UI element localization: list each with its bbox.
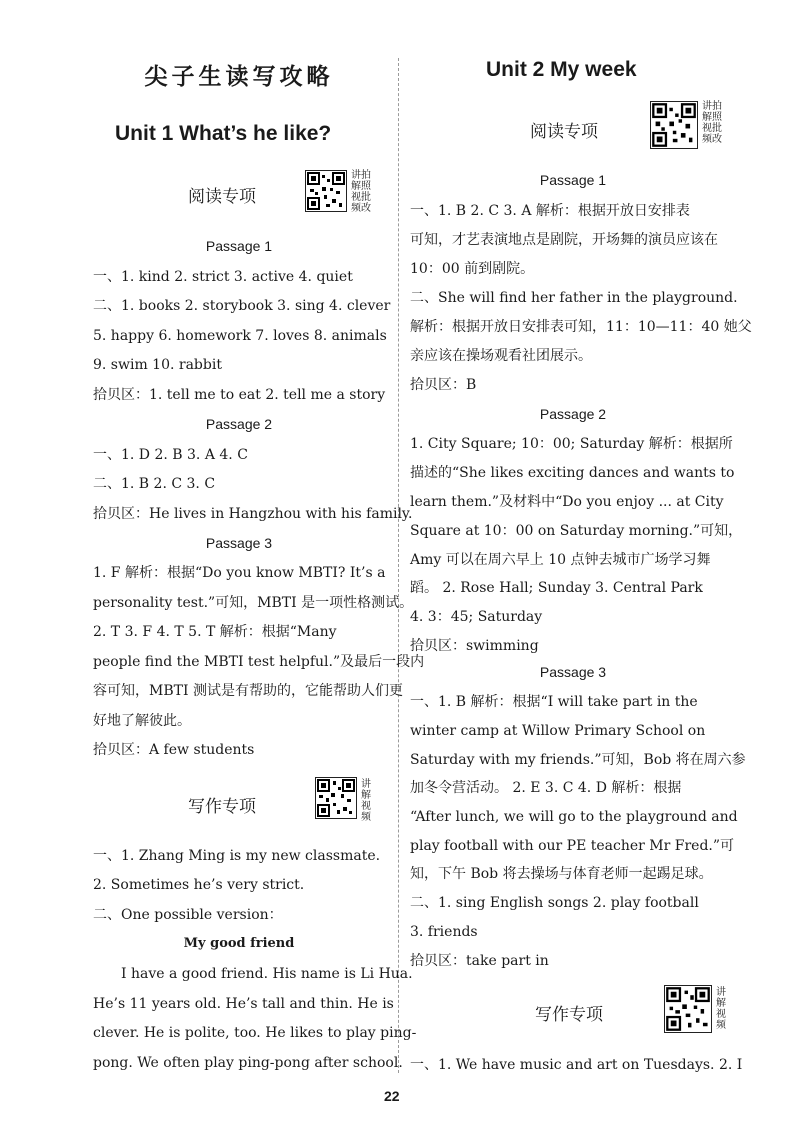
- qr-caption: 讲解视频: [361, 779, 371, 823]
- answer-line: 亲应该在操场观看社团展示。: [410, 348, 592, 364]
- answer-line: 二、1. sing English songs 2. play football: [410, 895, 699, 911]
- answer-line: play football with our PE teacher Mr Fred.”可: [410, 838, 735, 854]
- qr-caption: 讲拍解照视批频改: [702, 101, 722, 145]
- writing-line: 一、1. Zhang Ming is my new classmate.: [93, 848, 381, 864]
- answer-line: 二、1. B 2. C 3. C: [93, 476, 216, 492]
- answer-line: 1. F 解析：根据“Do you know MBTI? It’s a: [93, 565, 386, 581]
- answer-line: 一、1. B 2. C 3. A 解析：根据开放日安排表: [410, 203, 690, 219]
- qr-code-icon: [664, 985, 712, 1033]
- answer-line: 一、1. kind 2. strict 3. active 4. quiet: [93, 269, 353, 285]
- answer-line: “After lunch, we will go to the playground and: [410, 809, 738, 825]
- answer-line: 1. City Square; 10：00; Saturday 解析：根据所: [410, 436, 733, 452]
- answer-line: 10：00 前到剧院。: [410, 261, 535, 277]
- writing-section-title: 写作专项: [188, 797, 256, 817]
- answer-line: 蹈。 2. Rose Hall; Sunday 3. Central Park: [410, 580, 703, 596]
- column-divider: [398, 58, 399, 1073]
- writing-section-title: 写作专项: [535, 1005, 603, 1025]
- answer-line: 拾贝区：take part in: [410, 953, 549, 969]
- answer-line: 拾贝区：swimming: [410, 638, 539, 654]
- answer-line: 9. swim 10. rabbit: [93, 357, 222, 373]
- passage1-title: Passage 1: [205, 238, 273, 254]
- answer-line: learn them.”及材料中“Do you enjoy ... at City: [410, 494, 724, 510]
- answer-line: 拾贝区：He lives in Hangzhou with his family.: [93, 506, 413, 522]
- composition-line: pong. We often play ping-pong after school.: [93, 1055, 403, 1071]
- answer-line: Square at 10：00 on Saturday morning.”可知，: [410, 523, 743, 539]
- qr-code-icon: [315, 777, 357, 819]
- passage1-title: Passage 1: [539, 172, 607, 188]
- answer-line: 拾贝区：A few students: [93, 742, 255, 758]
- qr-caption: 讲拍解照视批频改: [351, 170, 371, 214]
- answer-line: 二、1. books 2. storybook 3. sing 4. clever: [93, 298, 391, 314]
- answer-line: 容可知，MBTI 测试是有帮助的，它能帮助人们更: [93, 683, 403, 699]
- answer-line: 二、She will find her father in the playground.: [410, 290, 738, 306]
- answer-line: 拾贝区：B: [410, 377, 477, 393]
- writing-line: 一、1. We have music and art on Tuesdays. 2. I: [410, 1057, 743, 1073]
- answer-line: Saturday with my friends.”可知，Bob 将在周六参: [410, 752, 746, 768]
- unit2-title: Unit 2 My week: [486, 58, 637, 81]
- answer-line: winter camp at Willow Primary School on: [410, 723, 706, 739]
- unit1-title: Unit 1 What’s he like?: [115, 122, 332, 145]
- answer-line: 好地了解彼此。: [93, 713, 191, 729]
- writing-line: 二、One possible version：: [93, 907, 283, 923]
- page-number: 22: [384, 1088, 400, 1104]
- answer-line: 一、1. B 解析：根据“I will take part in the: [410, 694, 698, 710]
- answer-line: 知，下午 Bob 将去操场与体育老师一起踢足球。: [410, 866, 713, 882]
- passage2-title: Passage 2: [205, 416, 273, 432]
- qr-code-icon: [305, 170, 347, 212]
- answer-line: 拾贝区：1. tell me to eat 2. tell me a story: [93, 387, 386, 403]
- answer-line: 加冬令营活动。 2. E 3. C 4. D 解析：根据: [410, 780, 682, 796]
- answer-line: Amy 可以在周六早上 10 点钟去城市广场学习舞: [410, 552, 711, 568]
- composition-line: I have a good friend. His name is Li Hua.: [121, 966, 413, 982]
- reading-section-title: 阅读专项: [530, 122, 598, 142]
- book-title: 尖子生读写攻略: [144, 63, 334, 90]
- answer-line: personality test.”可知，MBTI 是一项性格测试。: [93, 595, 414, 611]
- passage2-title: Passage 2: [539, 406, 607, 422]
- reading-section-title: 阅读专项: [188, 187, 256, 207]
- qr-code-icon: [650, 101, 698, 149]
- answer-line: people find the MBTI test helpful.”及最后一段内: [93, 654, 425, 670]
- passage3-title: Passage 3: [539, 664, 607, 680]
- answer-line: 一、1. D 2. B 3. A 4. C: [93, 447, 248, 463]
- answer-line: 可知，才艺表演地点是剧院，开场舞的演员应该在: [410, 232, 718, 248]
- composition-title: My good friend: [183, 936, 295, 951]
- composition-line: clever. He is polite, too. He likes to play ping-: [93, 1025, 417, 1041]
- qr-caption: 讲解视频: [716, 987, 726, 1031]
- passage3-title: Passage 3: [205, 535, 273, 551]
- answer-line: 4. 3：45; Saturday: [410, 609, 543, 625]
- answer-line: 2. T 3. F 4. T 5. T 解析：根据“Many: [93, 624, 337, 640]
- answer-line: 描述的“She likes exciting dances and wants to: [410, 465, 735, 481]
- composition-line: He’s 11 years old. He’s tall and thin. He is: [93, 996, 394, 1012]
- answer-line: 解析：根据开放日安排表可知，11：10—11：40 她父: [410, 319, 752, 335]
- writing-line: 2. Sometimes he’s very strict.: [93, 877, 305, 893]
- answer-line: 5. happy 6. homework 7. loves 8. animals: [93, 328, 387, 344]
- answer-line: 3. friends: [410, 924, 478, 940]
